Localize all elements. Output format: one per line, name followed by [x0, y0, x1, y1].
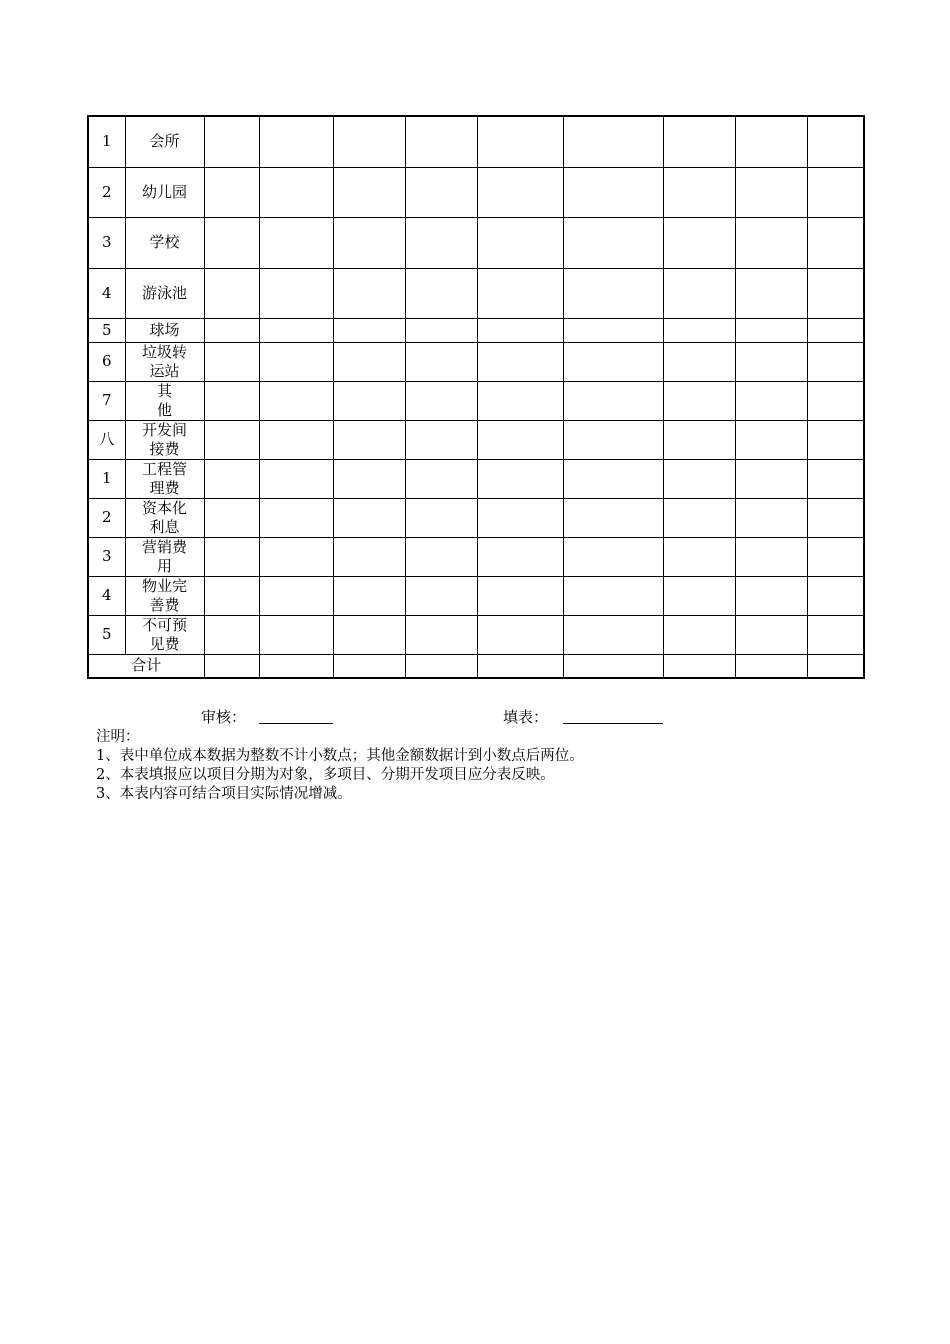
table-cell[interactable] — [405, 459, 477, 498]
table-row — [88, 268, 864, 318]
cost-table — [87, 115, 865, 679]
table-cell[interactable] — [333, 654, 405, 678]
table-cell[interactable] — [405, 318, 477, 342]
table-cell[interactable] — [807, 116, 864, 167]
table-cell[interactable] — [735, 654, 807, 678]
table-cell[interactable] — [807, 615, 864, 654]
table-cell[interactable] — [735, 615, 807, 654]
table-cell[interactable] — [563, 615, 663, 654]
table-cell[interactable] — [259, 217, 333, 268]
table-cell[interactable] — [333, 167, 405, 217]
table-cell[interactable] — [563, 576, 663, 615]
table-cell[interactable] — [807, 381, 864, 420]
table-row — [88, 381, 864, 420]
table-cell[interactable] — [477, 420, 563, 459]
table-cell[interactable] — [259, 498, 333, 537]
table-cell[interactable] — [405, 342, 477, 381]
row-name: 开发间接费 — [125, 420, 204, 459]
table-cell[interactable] — [259, 537, 333, 576]
row-number: 5 — [88, 615, 125, 654]
table-cell[interactable] — [563, 381, 663, 420]
row-name: 不可预见费 — [125, 615, 204, 654]
table-cell[interactable] — [405, 615, 477, 654]
table-cell[interactable] — [259, 318, 333, 342]
table-cell[interactable] — [259, 654, 333, 678]
row-name: 物业完善费 — [125, 576, 204, 615]
table-cell[interactable] — [204, 167, 259, 217]
table-cell[interactable] — [663, 381, 735, 420]
table-cell[interactable] — [204, 459, 259, 498]
table-cell[interactable] — [204, 116, 259, 167]
table-cell[interactable] — [405, 268, 477, 318]
table-cell[interactable] — [735, 116, 807, 167]
table-cell[interactable] — [807, 420, 864, 459]
table-cell[interactable] — [735, 537, 807, 576]
row-name: 球场 — [125, 318, 204, 342]
review-signature-line[interactable] — [259, 723, 333, 724]
table-cell[interactable] — [405, 217, 477, 268]
table-cell[interactable] — [563, 537, 663, 576]
table-cell[interactable] — [563, 318, 663, 342]
table-cell[interactable] — [477, 217, 563, 268]
table-cell[interactable] — [477, 268, 563, 318]
table-cell[interactable] — [477, 654, 563, 678]
table-cell[interactable] — [807, 537, 864, 576]
table-cell[interactable] — [735, 268, 807, 318]
row-name: 学校 — [125, 217, 204, 268]
table-cell[interactable] — [477, 342, 563, 381]
table-cell[interactable] — [663, 459, 735, 498]
row-number: 4 — [88, 576, 125, 615]
fill-label: 填表： — [503, 708, 549, 726]
table-row — [88, 167, 864, 217]
table-cell[interactable] — [333, 217, 405, 268]
table-cell[interactable] — [735, 318, 807, 342]
row-name: 会所 — [125, 116, 204, 167]
row-number: 6 — [88, 342, 125, 381]
table-cell[interactable] — [405, 420, 477, 459]
table-cell[interactable] — [477, 459, 563, 498]
table-cell[interactable] — [477, 576, 563, 615]
table-row — [88, 615, 864, 654]
table-cell[interactable] — [563, 342, 663, 381]
table-row — [88, 459, 864, 498]
table-cell[interactable] — [333, 576, 405, 615]
fill-signature-line[interactable] — [563, 723, 663, 724]
note-item: 3、本表内容可结合项目实际情况增减。 — [96, 786, 352, 802]
table-cell[interactable] — [663, 498, 735, 537]
row-name: 垃圾转运站 — [125, 342, 204, 381]
table-cell[interactable] — [259, 459, 333, 498]
table-cell[interactable] — [663, 217, 735, 268]
row-name: 幼儿园 — [125, 167, 204, 217]
table-cell[interactable] — [807, 268, 864, 318]
notes — [96, 728, 584, 804]
table-cell[interactable] — [204, 268, 259, 318]
table-cell[interactable] — [663, 537, 735, 576]
table-cell[interactable] — [735, 381, 807, 420]
table-cell[interactable] — [333, 318, 405, 342]
table-cell[interactable] — [477, 318, 563, 342]
row-number: 1 — [88, 459, 125, 498]
table-row — [88, 318, 864, 342]
table-cell[interactable] — [563, 420, 663, 459]
table-cell[interactable] — [477, 116, 563, 167]
table-cell[interactable] — [259, 342, 333, 381]
table-cell[interactable] — [204, 342, 259, 381]
table-cell[interactable] — [663, 615, 735, 654]
table-cell[interactable] — [807, 459, 864, 498]
table-cell[interactable] — [563, 498, 663, 537]
table-cell[interactable] — [333, 459, 405, 498]
table-cell[interactable] — [333, 537, 405, 576]
row-name: 工程管理费 — [125, 459, 204, 498]
table-cell[interactable] — [477, 167, 563, 217]
row-number: 4 — [88, 268, 125, 318]
table-cell[interactable] — [735, 217, 807, 268]
table-cell[interactable] — [563, 654, 663, 678]
table-cell[interactable] — [663, 268, 735, 318]
table-cell[interactable] — [663, 576, 735, 615]
total-row — [88, 654, 864, 678]
table-cell[interactable] — [333, 420, 405, 459]
row-number: 3 — [88, 537, 125, 576]
table-cell[interactable] — [663, 342, 735, 381]
table-cell[interactable] — [204, 420, 259, 459]
table-cell[interactable] — [807, 576, 864, 615]
table-cell[interactable] — [477, 537, 563, 576]
table-cell[interactable] — [807, 498, 864, 537]
table-row — [88, 116, 864, 167]
table-cell[interactable] — [735, 459, 807, 498]
table-cell[interactable] — [807, 342, 864, 381]
table-cell[interactable] — [259, 381, 333, 420]
table-cell[interactable] — [807, 167, 864, 217]
table-cell[interactable] — [663, 318, 735, 342]
table-cell[interactable] — [259, 420, 333, 459]
table-cell[interactable] — [663, 116, 735, 167]
table-cell[interactable] — [333, 615, 405, 654]
row-number: 2 — [88, 167, 125, 217]
table-cell[interactable] — [259, 167, 333, 217]
row-name: 营销费用 — [125, 537, 204, 576]
row-name: 资本化利息 — [125, 498, 204, 537]
row-number: 1 — [88, 116, 125, 167]
row-number: 八 — [88, 420, 125, 459]
total-label: 合计 — [88, 654, 204, 678]
table-cell[interactable] — [405, 381, 477, 420]
table-cell[interactable] — [563, 116, 663, 167]
table-row — [88, 420, 864, 459]
table-cell[interactable] — [333, 342, 405, 381]
row-number: 5 — [88, 318, 125, 342]
table-row — [88, 217, 864, 268]
table-cell[interactable] — [204, 381, 259, 420]
table-cell[interactable] — [204, 498, 259, 537]
table-cell[interactable] — [259, 576, 333, 615]
table-cell[interactable] — [735, 498, 807, 537]
table-cell[interactable] — [333, 381, 405, 420]
table-cell[interactable] — [405, 654, 477, 678]
table-cell[interactable] — [259, 268, 333, 318]
table-cell[interactable] — [204, 615, 259, 654]
table-cell[interactable] — [204, 217, 259, 268]
table-cell[interactable] — [563, 268, 663, 318]
table-cell[interactable] — [204, 654, 259, 678]
table-cell[interactable] — [735, 342, 807, 381]
table-cell[interactable] — [405, 498, 477, 537]
table-cell[interactable] — [477, 615, 563, 654]
table-cell[interactable] — [204, 576, 259, 615]
table-cell[interactable] — [204, 537, 259, 576]
row-number: 3 — [88, 217, 125, 268]
review-label: 审核： — [201, 708, 247, 726]
table-row — [88, 537, 864, 576]
table-body — [88, 116, 864, 678]
row-name: 其他 — [125, 381, 204, 420]
table-cell[interactable] — [735, 167, 807, 217]
table-cell[interactable] — [405, 576, 477, 615]
table-cell[interactable] — [735, 576, 807, 615]
table-cell[interactable] — [333, 116, 405, 167]
table-cell[interactable] — [477, 498, 563, 537]
table-row — [88, 576, 864, 615]
row-number: 2 — [88, 498, 125, 537]
table-cell[interactable] — [204, 318, 259, 342]
table-cell[interactable] — [405, 537, 477, 576]
table-row — [88, 342, 864, 381]
table-cell[interactable] — [333, 268, 405, 318]
table-cell[interactable] — [477, 381, 563, 420]
table-row — [88, 498, 864, 537]
row-number: 7 — [88, 381, 125, 420]
table-cell[interactable] — [259, 615, 333, 654]
table-cell[interactable] — [405, 167, 477, 217]
table-cell[interactable] — [405, 116, 477, 167]
table-cell[interactable] — [807, 318, 864, 342]
table-cell[interactable] — [663, 420, 735, 459]
notes-title: 注明： — [96, 729, 140, 745]
table-cell[interactable] — [563, 459, 663, 498]
table-cell[interactable] — [563, 167, 663, 217]
table-cell[interactable] — [563, 217, 663, 268]
note-item: 2、本表填报应以项目分期为对象，多项目、分期开发项目应分表反映。 — [96, 767, 555, 783]
note-item: 1、表中单位成本数据为整数不计小数点；其他金额数据计到小数点后两位。 — [96, 748, 584, 764]
table-cell[interactable] — [735, 420, 807, 459]
table-cell[interactable] — [807, 217, 864, 268]
table-cell[interactable] — [259, 116, 333, 167]
table-cell[interactable] — [807, 654, 864, 678]
table-cell[interactable] — [663, 167, 735, 217]
row-name: 游泳池 — [125, 268, 204, 318]
table-cell[interactable] — [663, 654, 735, 678]
table-cell[interactable] — [333, 498, 405, 537]
